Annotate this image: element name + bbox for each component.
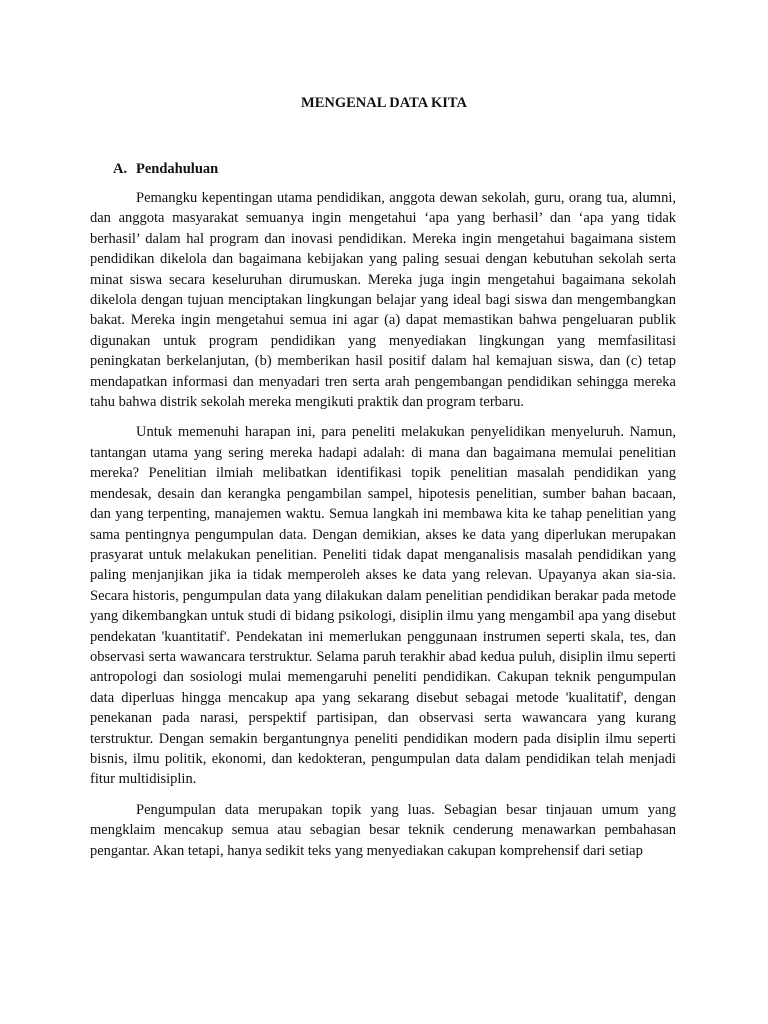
section-heading: [113, 160, 218, 178]
paragraph-1: Pemangku kepentingan utama pendidikan, anggota dewan sekolah, guru, orang tua, alumni, dan anggota masyarakat semuanya ingin mengetahui ‘apa yang berhasil’ dan ‘apa yang tidak berhasil’ dalam hal program dan inovasi pendidikan. Mereka ingin mengetahui bagaimana sistem pendidikan dikelola dan bagaimana kebijakan yang paling sesuai dengan kebutuhan sekolah serta minat siswa secara keseluruhan dirumuskan. Mereka juga ingin mengetahui bagaimana sekolah dikelola dengan tujuan menciptakan lingkungan belajar yang ideal bagi siswa dan mengembangkan bakat. Mereka ingin mengetahui semua ini agar (a) dapat memastikan bahwa pengeluaran publik digunakan untuk program pendidikan yang menyediakan lingkungan yang memfasilitasi peningkatan berkelanjutan, (b) memberikan hasil positif dalam hal kemajuan siswa, dan (c) tetap mendapatkan informasi dan menyadari tren serta arah pengembangan pendidikan sehingga mereka tahu bahwa distrik sekolah mereka mengikuti praktik dan program terbaru.: [90, 190, 676, 411]
section-heading-text: Pendahuluan: [136, 161, 219, 177]
paragraph-2: Untuk memenuhi harapan ini, para peneliti melakukan penyelidikan menyeluruh. Namun, tantangan utama yang sering mereka hadapi adalah: di mana dan bagaimana memulai penelitian mereka? Penelitian ilmiah melibatkan identifikasi topik penelitian masalah pendidikan yang mendesak, desain dan kerangka pengambilan sampel, hipotesis penelitian, sumber bahan bacaan, dan yang terpenting, manajemen waktu. Semua langkah ini membawa kita ke tahap penelitian yang sama pentingnya pengumpulan data. Dengan demikian, akses ke data yang diperlukan merupakan prasyarat untuk melakukan penelitian. Peneliti tidak dapat menganalisis masalah pendidikan yang paling menjanjikan jika ia tidak memperoleh akses ke data yang relevan. Upayanya akan sia-sia. Secara historis, pengumpulan data yang dilakukan dalam penelitian pendidikan berakar pada metode yang dikembangkan untuk studi di bidang psikologi, disiplin ilmu yang mengambil apa yang disebut pendekatan 'kuantitatif'. Pendekatan ini memerlukan penggunaan instrumen seperti skala, tes, dan observasi serta wawancara terstruktur. Selama paruh terakhir abad kedua puluh, disiplin ilmu seperti antropologi dan sosiologi mulai memengaruhi peneliti pendidikan. Cakupan teknik pengumpulan data diperluas hingga mencakup apa yang sekarang disebut sebagai metode 'kualitatif', dengan penekanan pada narasi, perspektif partisipan, dan observasi serta wawancara yang kurang terstruktur. Dengan semakin bergantungnya peneliti pendidikan modern pada disiplin ilmu seperti bisnis, ilmu politik, ekonomi, dan kedokteran, pengumpulan data dalam pendidikan telah menjadi fitur multidisiplin.: [90, 424, 676, 788]
document-body: [90, 188, 676, 871]
paragraph-3: Pengumpulan data merupakan topik yang luas. Sebagian besar tinjauan umum yang mengklaim mencakup semua atau sebagian besar teknik cenderung menawarkan pembahasan pengantar. Akan tetapi, hanya sedikit teks yang menyediakan cakupan komprehensif dari setiap: [90, 801, 676, 859]
document-title: MENGENAL DATA KITA: [301, 95, 467, 111]
section-marker: A.: [113, 161, 128, 177]
